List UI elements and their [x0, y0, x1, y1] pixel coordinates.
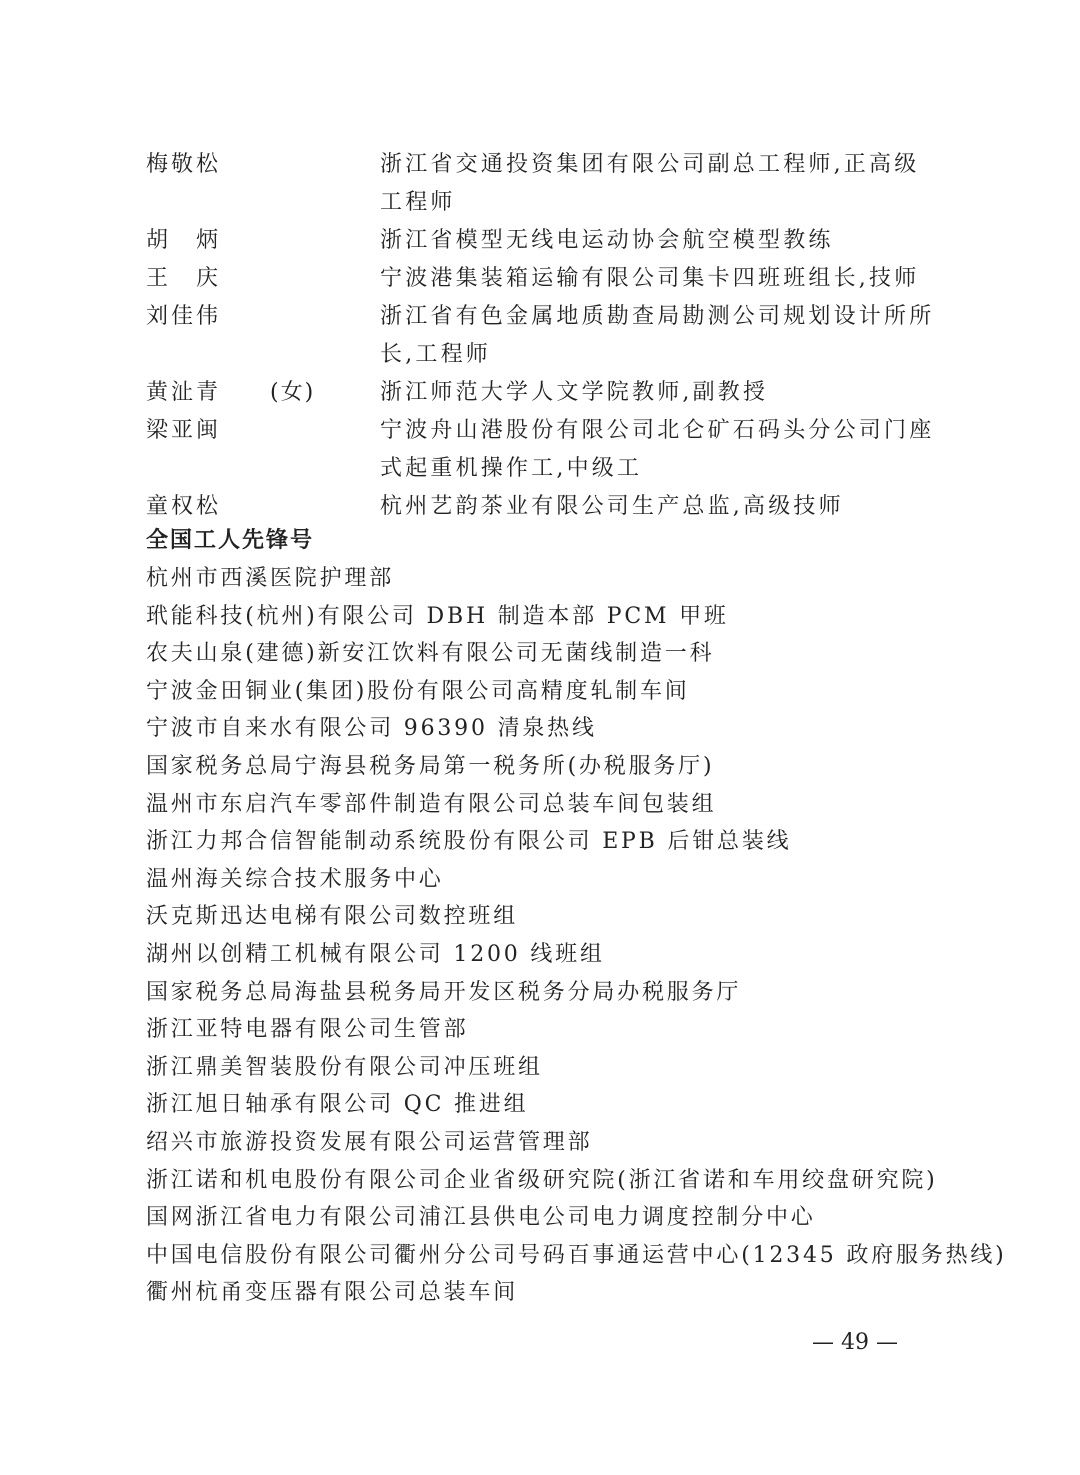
awardee-row [146, 488, 946, 526]
awardee-name: 刘佳伟 [146, 304, 222, 329]
unit-item: 国家税务总局海盐县税务局开发区税务分局办税服务厅 [146, 979, 742, 1005]
awardee-description: 浙江省交通投资集团有限公司副总工程师,正高级工程师 [380, 152, 920, 215]
unit-list [146, 560, 1007, 1312]
unit-item: 温州海关综合技术服务中心 [146, 866, 444, 892]
page-number: — 49 — [812, 1330, 898, 1355]
awardee-row [146, 222, 946, 260]
awardee-description: 宁波舟山港股份有限公司北仑矿石码头分公司门座式起重机操作工,中级工 [380, 418, 935, 481]
awardee-name: 王 庆 [146, 266, 222, 291]
unit-item: 温州市东启汽车零部件制造有限公司总装车间包装组 [146, 791, 717, 817]
awardee-description: 浙江省模型无线电运动协会航空模型教练 [380, 228, 834, 253]
awardee-description: 杭州艺韵茶业有限公司生产总监,高级技师 [380, 494, 844, 519]
awardee-note: (女) [270, 380, 316, 405]
unit-item: 浙江亚特电器有限公司生管部 [146, 1017, 469, 1043]
awardee-row [146, 374, 946, 412]
awardee-name: 梁亚闽 [146, 418, 222, 443]
awardee-list [146, 146, 946, 526]
unit-item: 衢州杭甬变压器有限公司总装车间 [146, 1280, 519, 1306]
unit-item: 宁波金田铜业(集团)股份有限公司高精度轧制车间 [146, 678, 690, 704]
unit-item: 农夫山泉(建德)新安江饮料有限公司无菌线制造一科 [146, 641, 715, 667]
unit-item: 湖州以创精工机械有限公司 1200 线班组 [146, 941, 605, 967]
unit-item: 玳能科技(杭州)有限公司 DBH 制造本部 PCM 甲班 [146, 603, 729, 629]
awardee-name: 胡 炳 [146, 228, 222, 253]
unit-item: 中国电信股份有限公司衢州分公司号码百事通运营中心(12345 政府服务热线) [146, 1242, 1007, 1268]
awardee-description: 浙江师范大学人文学院教师,副教授 [380, 380, 769, 405]
unit-item: 宁波市自来水有限公司 96390 清泉热线 [146, 716, 597, 742]
unit-item: 浙江鼎美智装股份有限公司冲压班组 [146, 1054, 543, 1080]
awardee-row [146, 146, 946, 222]
unit-item: 沃克斯迅达电梯有限公司数控班组 [146, 904, 519, 930]
awardee-name: 梅敬松 [146, 152, 222, 177]
awardee-description: 宁波港集装箱运输有限公司集卡四班班组长,技师 [380, 266, 920, 291]
unit-item: 杭州市西溪医院护理部 [146, 566, 395, 591]
unit-item: 浙江诺和机电股份有限公司企业省级研究院(浙江省诺和车用绞盘研究院) [146, 1167, 938, 1193]
awardee-row [146, 298, 946, 374]
unit-item: 浙江旭日轴承有限公司 QC 推进组 [146, 1092, 529, 1118]
awardee-name: 黄沚青 [146, 380, 222, 405]
section-heading: 全国工人先锋号 [146, 528, 315, 553]
unit-item: 国网浙江省电力有限公司浦江县供电公司电力调度控制分中心 [146, 1205, 816, 1231]
unit-item: 浙江力邦合信智能制动系统股份有限公司 EPB 后钳总装线 [146, 829, 792, 855]
unit-item: 绍兴市旅游投资发展有限公司运营管理部 [146, 1129, 593, 1155]
awardee-description: 浙江省有色金属地质勘查局勘测公司规划设计所所长,工程师 [380, 304, 935, 367]
awardee-name: 童权松 [146, 494, 222, 519]
awardee-row [146, 412, 946, 488]
awardee-row [146, 260, 946, 298]
unit-item: 国家税务总局宁海县税务局第一税务所(办税服务厅) [146, 753, 715, 779]
